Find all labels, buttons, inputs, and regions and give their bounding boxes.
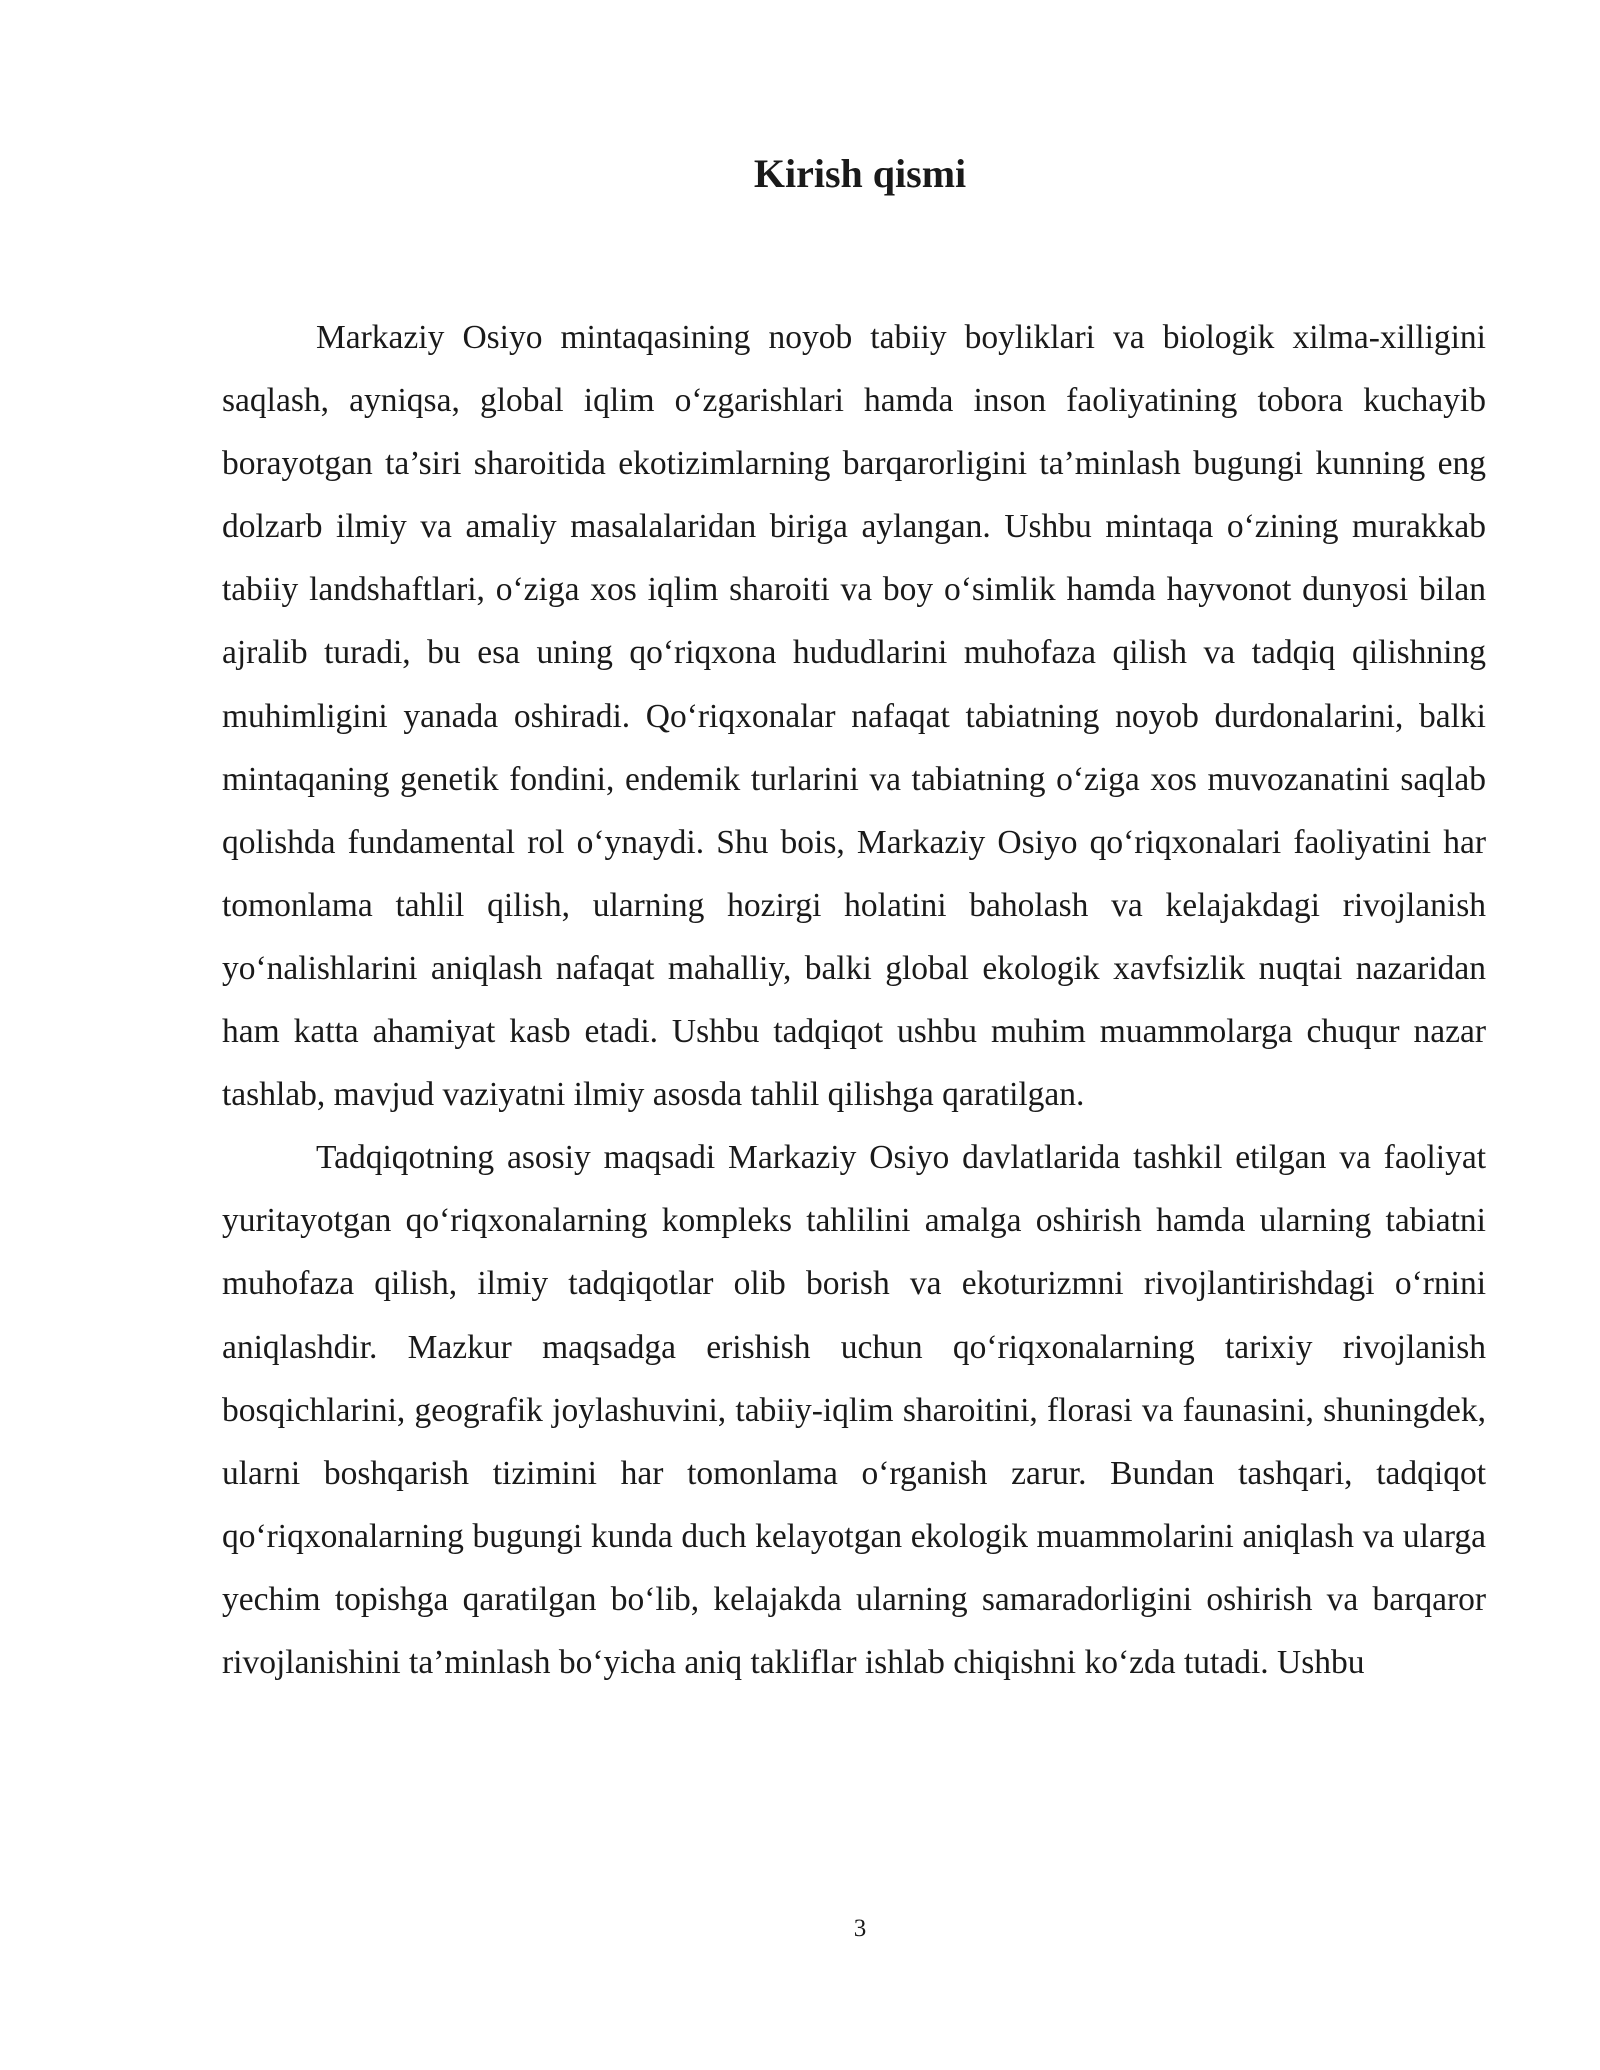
- paragraph-2: Tadqiqotning asosiy maqsadi Markaziy Osiyo davlatlarida tashkil etilgan va faoliyat yuritayotgan qo‘riqxonalarning kompleks tahlilini amalga oshirish hamda ularning tabiatni muhofaza qilish, ilmiy tadqiqotlar olib borish va ekoturizmni rivojlantirishdagi o‘rnini aniqlashdir. Mazkur maqsadga erishish uchun qo‘riqxonalarning tarixiy rivojlanish bosqichlarini, geografik joylashuvini, tabiiy-iqlim sharoitini, florasi va faunasini, shuningdek, ularni boshqarish tizimini har tomonlama o‘rganish zarur. Bundan tashqari, tadqiqot qo‘riqxonalarning bugungi kunda duch kelayotgan ekologik muammolarini aniqlash va ularga yechim topishga qaratilgan bo‘lib, kelajakda ularning samaradorligini oshirish va barqaror rivojlanishini ta’minlash bo‘yicha aniq takliflar ishlab chiqishni ko‘zda tutadi. Ushbu: [222, 1139, 1486, 1681]
- paragraph-1: Markaziy Osiyo mintaqasining noyob tabiiy boyliklari va biologik xilma-xilligini saqlash, ayniqsa, global iqlim o‘zgarishlari hamda inson faoliyatining tobora kuchayib borayotgan ta’siri sharoitida ekotizimlarning barqarorligini ta’minlash bugungi kunning eng dolzarb ilmiy va amaliy masalalaridan biriga aylangan. Ushbu mintaqa o‘zining murakkab tabiiy landshaftlari, o‘ziga xos iqlim sharoiti va boy o‘simlik hamda hayvonot dunyosi bilan ajralib turadi, bu esa uning qo‘riqxona hududlarini muhofaza qilish va tadqiq qilishning muhimligini yanada oshiradi. Qo‘riqxonalar nafaqat tabiatning noyob durdonalarini, balki mintaqaning genetik fondini, endemik turlarini va tabiatning o‘ziga xos muvozanatini saqlab qolishda fundamental rol o‘ynaydi. Shu bois, Markaziy Osiyo qo‘riqxonalari faoliyatini har tomonlama tahlil qilish, ularning hozirgi holatini baholash va kelajakdagi rivojlanish yo‘nalishlarini aniqlash nafaqat mahalliy, balki global ekologik xavfsizlik nuqtai nazaridan ham katta ahamiyat kasb etadi. Ushbu tadqiqot ushbu muhim muammolarga chuqur nazar tashlab, mavjud vaziyatni ilmiy asosda tahlil qilishga qaratilgan.: [222, 319, 1486, 1114]
- page-number: 3: [853, 1915, 867, 1942]
- document-title: Kirish qismi: [753, 151, 967, 196]
- document-body: [222, 306, 1486, 1694]
